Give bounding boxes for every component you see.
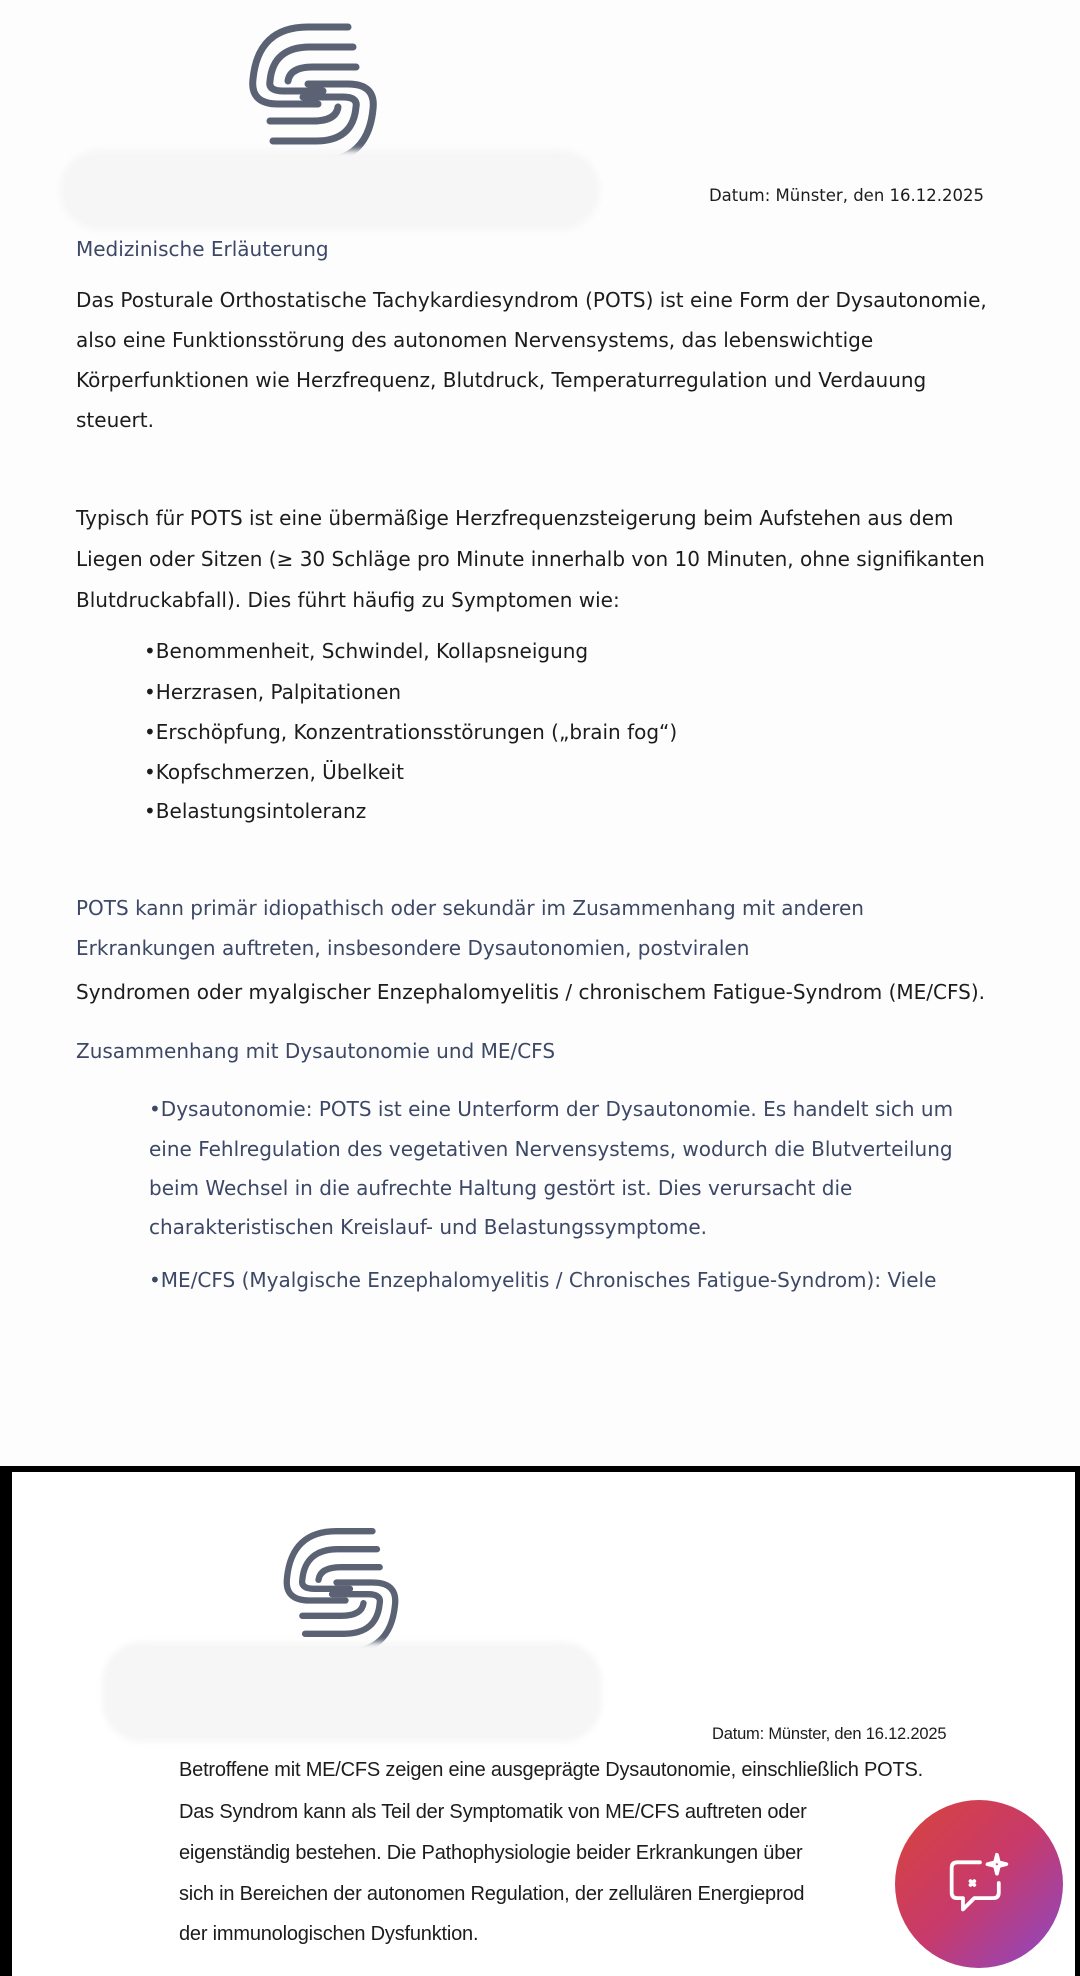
text-line: Blutdruckabfall). Dies führt häufig zu Symptomen wie: (76, 588, 620, 612)
company-logo (266, 1524, 416, 1659)
text-line: sich in Bereichen der autonomen Regulation, der zellulären Energieprod (179, 1883, 805, 1905)
text-line: charakteristischen Kreislauf- und Belastungssymptome. (149, 1215, 707, 1239)
section-heading-2: Zusammenhang mit Dysautonomie und ME/CFS (76, 1039, 556, 1063)
symptom-item: •Benommenheit, Schwindel, Kollapsneigung (144, 639, 589, 663)
text-line: eigenständig bestehen. Die Pathophysiologie beider Erkrankungen über (179, 1842, 803, 1864)
text-line: •ME/CFS (Myalgische Enzephalomyelitis / Chronisches Fatigue-Syndrom): Viele (149, 1268, 937, 1292)
text-line: Typisch für POTS ist eine übermäßige Herzfrequenzsteigerung beim Aufstehen aus dem (76, 506, 954, 530)
chat-sparkle-icon (946, 1851, 1012, 1917)
text-line: Das Posturale Orthostatische Tachykardiesyndrom (POTS) ist eine Form der Dysautonomie, (76, 288, 987, 312)
text-line: eine Fehlregulation des vegetativen Nervensystems, wodurch die Blutverteilung (149, 1137, 953, 1161)
text-line: also eine Funktionsstörung des autonomen Nervensystems, das lebenswichtige (76, 328, 874, 352)
text-line: Das Syndrom kann als Teil der Symptomatik von ME/CFS auftreten oder (179, 1801, 807, 1823)
text-line: Körperfunktionen wie Herzfrequenz, Blutdruck, Temperaturregulation und Verdauung (76, 368, 927, 392)
text-line: POTS kann primär idiopathisch oder sekundär im Zusammenhang mit anderen (76, 896, 864, 920)
symptom-item: •Belastungsintoleranz (144, 799, 367, 823)
text-line: Syndromen oder myalgischer Enzephalomyelitis / chronischem Fatigue-Syndrom (ME/CFS). (76, 980, 986, 1004)
document-date: Datum: Münster, den 16.12.2025 (708, 186, 984, 205)
text-line: Erkrankungen auftreten, insbesondere Dysautonomien, postviralen (76, 936, 750, 960)
symptom-item: •Erschöpfung, Konzentrationsstörungen („brain fog“) (144, 720, 678, 744)
symptom-item: •Kopfschmerzen, Übelkeit (144, 760, 404, 784)
redacted-address (102, 1642, 602, 1742)
ai-assistant-button[interactable] (895, 1800, 1063, 1968)
text-line: der immunologischen Dysfunktion. (179, 1923, 479, 1945)
symptom-item: •Herzrasen, Palpitationen (144, 680, 402, 704)
text-line: Liegen oder Sitzen (≥ 30 Schläge pro Minute innerhalb von 10 Minuten, ohne signifikanten (76, 547, 985, 571)
text-line: •Dysautonomie: POTS ist eine Unterform der Dysautonomie. Es handelt sich um (149, 1097, 954, 1121)
text-line: steuert. (76, 408, 154, 432)
document-date: Datum: Münster, den 16.12.2025 (712, 1725, 947, 1743)
text-line: beim Wechsel in die aufrechte Haltung gestört ist. Dies verursacht die (149, 1176, 853, 1200)
text-line: Betroffene mit ME/CFS zeigen eine ausgeprägte Dysautonomie, einschließlich POTS. (179, 1759, 924, 1781)
redacted-address (60, 150, 600, 230)
section-heading: Medizinische Erläuterung (76, 237, 329, 261)
